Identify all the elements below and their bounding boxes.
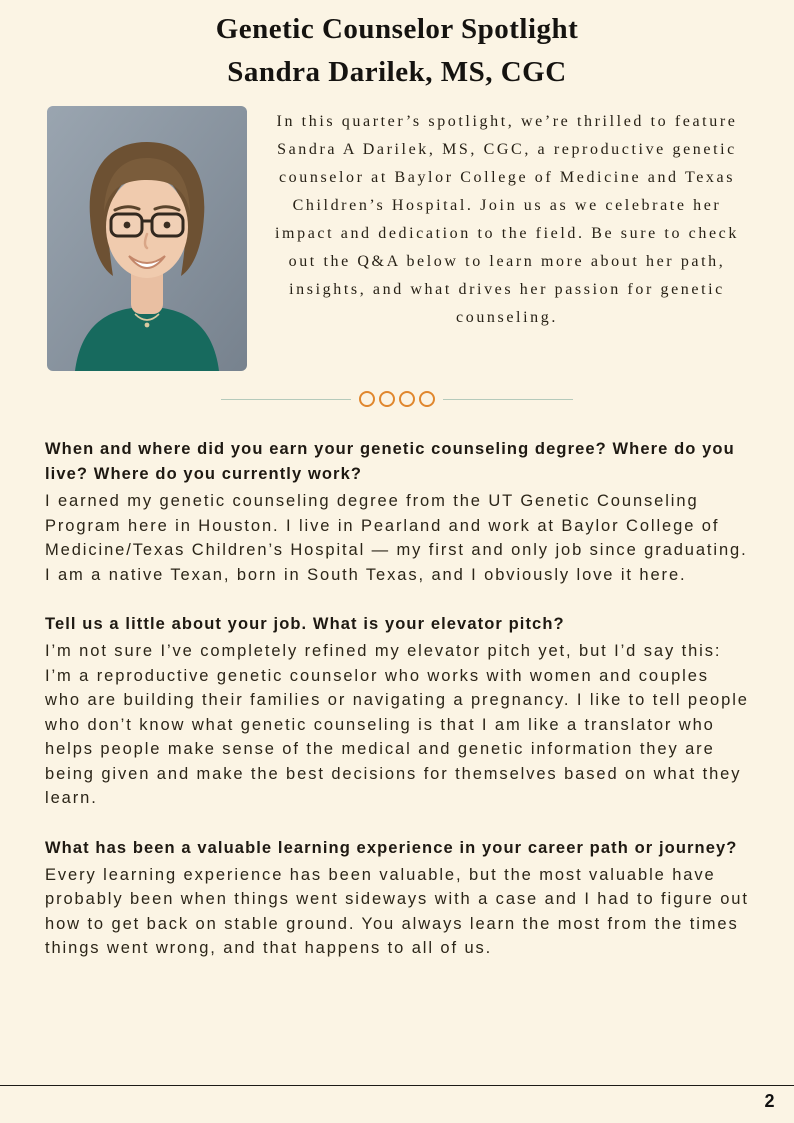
portrait-photo xyxy=(47,106,247,371)
answer: I earned my genetic counseling degree from the UT Genetic Counseling Program here in Houston. I live in Pearland and work at Baylor College of Medicine/Texas Children’s Hospital — my first and only job since graduating. I am a native Texan, born in South Texas, and I obviously love it here. xyxy=(45,492,748,584)
answer: I’m not sure I’ve completely refined my elevator pitch yet, but I’d say this: I’m a reproductive genetic counselor who works with women and couples who are building their families or navigating a pregnancy. I like to tell people who don’t know what genetic counseling is that I am like a translator who helps people make sense of the medical and genetic information they are being given and make the best decisions for themselves based on what they learn. xyxy=(45,642,749,807)
circles-ornament-icon xyxy=(359,391,435,407)
section-divider xyxy=(221,391,573,407)
circle-icon xyxy=(399,391,415,407)
intro-paragraph: In this quarter’s spotlight, we’re thrilled to feature Sandra A Darilek, MS, CGC, a reproductive genetic counselor at Baylor College of Medicine and Texas Children’s Hospital. Join us as we celebrate her impact and dedication to the field. Be sure to check out the Q&A below to learn more about her path, insights, and what drives her passion for genetic counseling. xyxy=(275,113,739,326)
question: What has been a valuable learning experience in your career path or journey? xyxy=(45,838,738,857)
page-title-line2: Sandra Darilek, MS, CGC xyxy=(227,56,567,88)
circle-icon xyxy=(379,391,395,407)
circle-icon xyxy=(419,391,435,407)
qa-item xyxy=(45,437,750,587)
circle-icon xyxy=(359,391,375,407)
page-number: 2 xyxy=(764,1091,775,1111)
divider-line-right xyxy=(443,399,573,400)
divider-line-left xyxy=(221,399,351,400)
portrait-illustration xyxy=(47,106,247,371)
page-title xyxy=(0,0,794,94)
qa-body xyxy=(0,407,794,961)
qa-item xyxy=(45,612,750,811)
answer: Every learning experience has been valuable, but the most valuable have probably been when things went sideways with a case and I had to figure out how to get back on stable ground. You always learn the most from the times things went wrong, and that happens to all of us. xyxy=(45,865,749,957)
footer-divider xyxy=(0,1085,794,1086)
question: Tell us a little about your job. What is your elevator pitch? xyxy=(45,615,565,633)
page-title-line1: Genetic Counselor Spotlight xyxy=(215,13,579,45)
qa-item xyxy=(45,836,750,961)
intro-section xyxy=(0,94,794,371)
question: When and where did you earn your genetic counseling degree? Where do you live? Where do you currently work? xyxy=(45,440,735,483)
